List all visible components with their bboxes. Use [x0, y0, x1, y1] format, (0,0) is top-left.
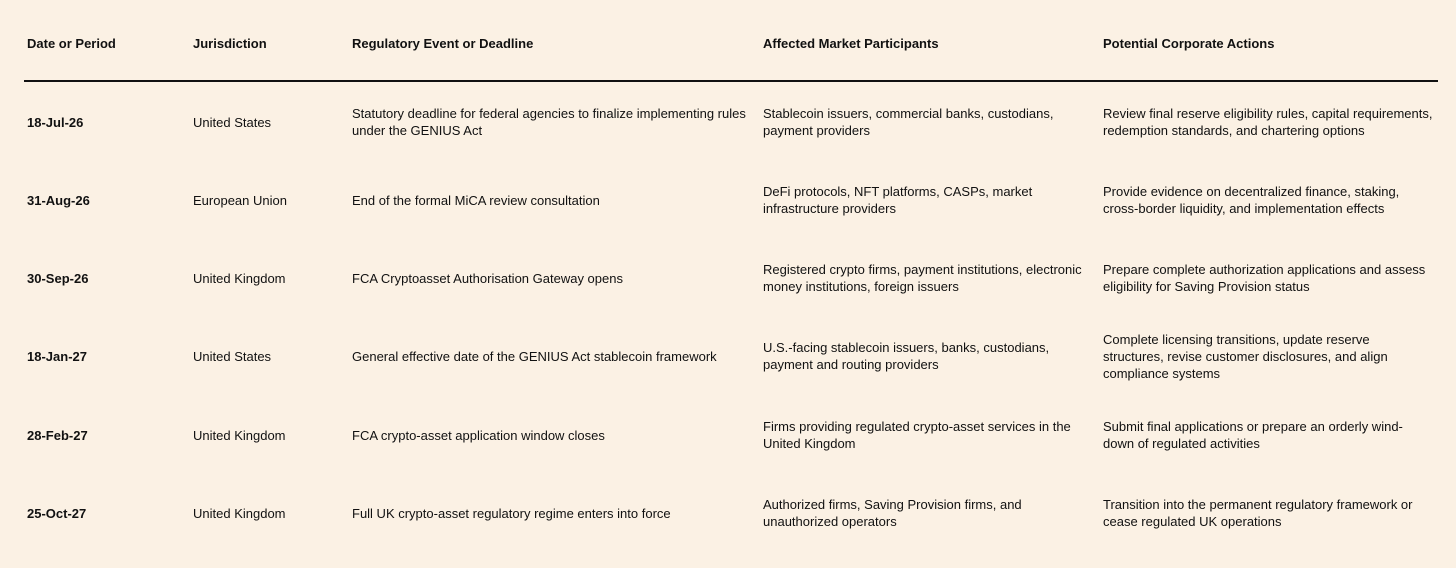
header-jurisdiction: Jurisdiction	[193, 35, 267, 51]
row-event: FCA Cryptoasset Authorisation Gateway opens	[352, 270, 623, 286]
header-actions: Potential Corporate Actions	[1103, 35, 1275, 51]
table-row	[0, 83, 1456, 161]
row-event: FCA crypto-asset application window closes	[352, 427, 605, 443]
header-divider	[24, 80, 1438, 82]
row-date: 18-Jan-27	[27, 348, 87, 364]
row-participants: U.S.-facing stablecoin issuers, banks, custodians, payment and routing providers	[763, 340, 1050, 372]
row-jurisdiction: United States	[193, 348, 272, 364]
row-actions: Submit final applications or prepare an orderly wind-down of regulated activities	[1103, 419, 1403, 451]
row-event: Full UK crypto-asset regulatory regime enters into force	[352, 505, 671, 521]
row-participants: Stablecoin issuers, commercial banks, custodians, payment providers	[763, 106, 1054, 138]
table-row	[0, 474, 1456, 552]
row-jurisdiction: United Kingdom	[193, 427, 286, 443]
row-date: 30-Sep-26	[27, 270, 89, 286]
table-row	[0, 239, 1456, 317]
row-actions: Transition into the permanent regulatory framework or cease regulated UK operations	[1103, 497, 1413, 529]
row-actions: Review final reserve eligibility rules, capital requirements, redemption standards, and chartering options	[1103, 106, 1433, 138]
header-participants: Affected Market Participants	[763, 35, 939, 51]
row-participants: Authorized firms, Saving Provision firms, and unauthorized operators	[763, 497, 1022, 529]
row-jurisdiction: United Kingdom	[193, 505, 286, 521]
row-jurisdiction: United States	[193, 114, 272, 130]
header-event: Regulatory Event or Deadline	[352, 35, 534, 51]
row-date: 31-Aug-26	[27, 192, 90, 208]
row-date: 18-Jul-26	[27, 114, 84, 130]
row-jurisdiction: European Union	[193, 192, 287, 208]
row-jurisdiction: United Kingdom	[193, 270, 286, 286]
row-actions: Complete licensing transitions, update reserve structures, revise customer disclosures, and align compliance systems	[1103, 331, 1388, 381]
table-row	[0, 396, 1456, 474]
row-participants: Firms providing regulated crypto-asset services in the United Kingdom	[763, 419, 1071, 451]
row-event: Statutory deadline for federal agencies to finalize implementing rules under the GENIUS Act	[352, 106, 746, 138]
row-event: General effective date of the GENIUS Act stablecoin framework	[352, 348, 717, 364]
table-header	[0, 0, 1456, 82]
row-date: 25-Oct-27	[27, 505, 87, 521]
header-date: Date or Period	[27, 35, 116, 51]
row-event: End of the formal MiCA review consultation	[352, 192, 600, 208]
table-row	[0, 161, 1456, 239]
table-row	[0, 317, 1456, 395]
row-participants: DeFi protocols, NFT platforms, CASPs, market infrastructure providers	[763, 184, 1033, 216]
row-actions: Provide evidence on decentralized finance, staking, cross-border liquidity, and implementation effects	[1103, 184, 1400, 216]
row-actions: Prepare complete authorization applications and assess eligibility for Saving Provision status	[1103, 262, 1426, 294]
row-date: 28-Feb-27	[27, 427, 88, 443]
row-participants: Registered crypto firms, payment institutions, electronic money institutions, foreign issuers	[763, 262, 1082, 294]
